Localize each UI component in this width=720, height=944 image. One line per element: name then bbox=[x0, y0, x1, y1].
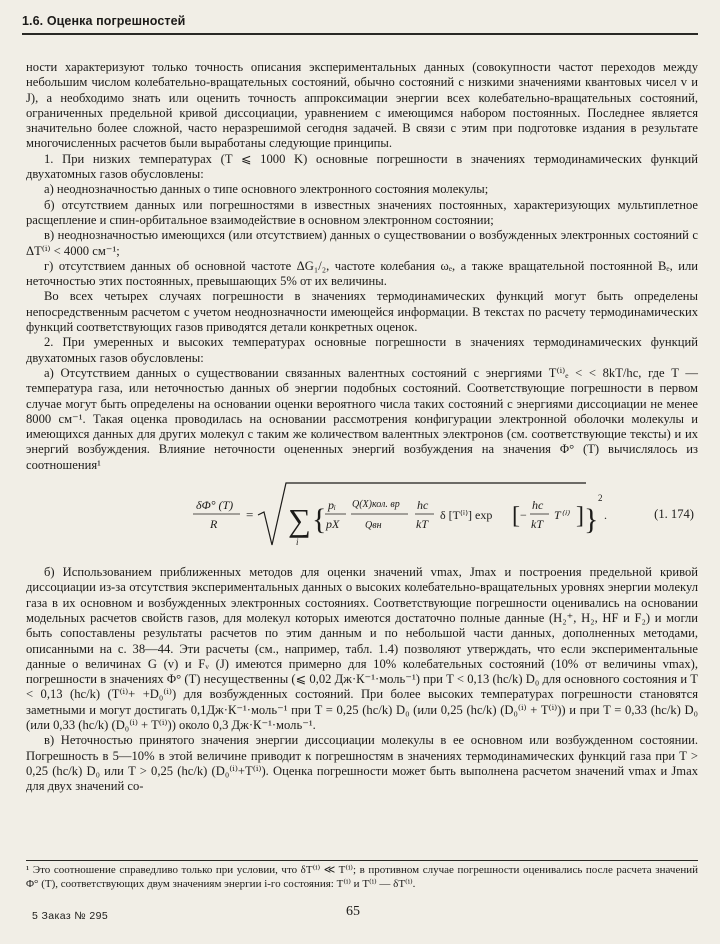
paragraph: ности характеризуют только точность описания экспериментальных данных (совокупности частот переходов между небольшим числом колебательно-вращательных состояний, обычно состояний с низкими значениями квантовых чисел v и J), а необходимо знать или оценить точность аппроксимации энергии всех колебательно-вращательных состояний, ограниченных предельной кривой диссоциации, уравнением с имеющимся набором постоянных. Последнее является значительно более сложной, часто неразрешимой сегодня задачей. В связи с этим при подготовке издания в результате многочисленных расчетов были выработаны следующие принципы. bbox=[26, 60, 698, 151]
exp-tail: T⁽ⁱ⁾ bbox=[554, 508, 569, 523]
fraction-exp-hc: hc bbox=[532, 498, 544, 513]
fraction-px: pX bbox=[326, 517, 340, 532]
footnote: ¹ Это соотношение справедливо только при условии, что δT⁽ⁱ⁾ ≪ T⁽ⁱ⁾; в противном случае погрешности оценивались после расчета значений Φ° (T), соответствующих двум значениям энергии i-го состояния: T⁽ⁱ⁾ и T⁽ⁱ⁾ — δT⁽ⁱ⁾. bbox=[26, 864, 698, 890]
equals-sign: = bbox=[246, 507, 254, 523]
paragraph: а) неоднозначностью данных о типе основного электронного состояния молекулы; bbox=[44, 182, 489, 197]
paragraph: Во всех четырех случаях погрешности в значениях термодинамических функций могут быть определены непосредственным расчетом с учетом неоднозначности имеющейся информации. В текстах по расчету термодинамических функций соответствующих газов приводятся детали конкретных оценок. bbox=[26, 289, 698, 335]
page-number: 65 bbox=[346, 904, 360, 919]
running-head: 1.6. Оценка погрешностей bbox=[22, 14, 186, 28]
fraction-q-num: Q(X)кол. вр bbox=[352, 499, 400, 511]
fraction-q-den: Qвн bbox=[365, 520, 382, 532]
sum-index: i bbox=[296, 537, 299, 548]
body-text bbox=[26, 60, 698, 794]
paragraph: б) Использованием приближенных методов для оценки значений vmax, Jmax и построения предельной кривой диссоциации из-за отсутствия экспериментальных данных о высоких колебательно-вращательных уровнях энергии молекул газа в их основном и возбужденных электронных состояниях. Соответствующие погрешности оценивались на основании модельных расчетов свойств газов, для молекул которых имеются достаточно полные данные (H₂⁺, H₂, HF и F₂) и могли быть сопоставлены результаты расчетов по этим данным и по небольшой части данных, дополненных методами, описанными на с. 38—44. Эти расчеты (см., например, табл. 1.4) позволяют утверждать, что если экспериментальные данные о величинах G (v) и Fᵥ (J) имеются примерно для 10% колебательных состояний (10% от величины vmax), погрешности в значениях Φ° (T) несущественны (⩽ 0,02 Дж·К⁻¹·моль⁻¹) при T < 0,13 (hc/k) D₀ для основного состояния и T < 0,13 (hc/k) (T⁽ⁱ⁾+ +D₀⁽ⁱ⁾) для возбужденных состояний. При более высоких температурах погрешности становятся заметными и могут достигать 0,1Дж·К⁻¹·моль⁻¹ при T = 0,25 (hc/k) D₀ (или 0,25 (hc/k) (D₀⁽ⁱ⁾ + T⁽ⁱ⁾)) и при T = 0,33 (hc/k) D₀ (или 0,33 (hc/k) (D₀⁽ⁱ⁾ + T⁽ⁱ⁾)) около 0,3 Дж·К⁻¹·моль⁻¹. bbox=[26, 565, 698, 732]
fraction-hc: hc bbox=[417, 498, 429, 513]
right-bracket: ] bbox=[576, 503, 584, 530]
left-brace: { bbox=[312, 503, 327, 537]
sum-sign: ∑ bbox=[288, 502, 311, 539]
equation-graphic bbox=[26, 479, 698, 557]
header-rule bbox=[22, 33, 698, 35]
paragraph: в) Неточностью принятого значения энергии диссоциации молекулы в ее основном или возбужденном состоянии. Погрешность в 5—10% в этой величине приводит к погрешностям в значениях термодинамических функций газа при T > 0,25 (hc/k) D₀ или T > 0,25 (hc/k) (D₀⁽ⁱ⁾+T⁽ⁱ⁾). Оценка погрешности может быть выполнена расчетом значений vmax и Jmax для двух значений со- bbox=[26, 733, 698, 794]
paragraph: а) Отсутствием данных о существовании связанных валентных состояний с энергиями T⁽ⁱ⁾ₑ < < 8kT/hc, где T — температура газа, или неточностью данных об энергии подобных состояний. Соответствующие погрешности в первом случае могут быть определены на основании оценки вероятного числа таких состояний с энергиями диссоциации не менее 8000 см⁻¹. Такая оценка проводилась на основании рассмотрения конфигурации электронной оболочки молекулы и имеющихся данных для других молекул с таким же количеством валентных электронов (см. соответствующие тексты) и их энергий возбуждения. Влияние неточности оцененных энергий возбуждения на значения Φ° (T) вычислялось из соотношения¹ bbox=[26, 365, 698, 472]
footnote-rule bbox=[26, 860, 698, 861]
paragraph: б) отсутствием данных или погрешностями в известных значениях постоянных, характеризующих мультиплетное расщепление и спин-орбитальное взаимодействие в основном электронном состоянии; bbox=[26, 197, 698, 227]
paragraph: в) неоднозначностью имеющихся (или отсутствием) данных о существовании о возбужденных электронных состояний с ΔT⁽ⁱ⁾ < 4000 см⁻¹; bbox=[26, 228, 698, 258]
print-order-note: 5 Заказ № 295 bbox=[32, 910, 109, 922]
paragraph: 2. При умеренных и высоких температурах основные погрешности в значениях термодинамических функций двухатомных газов обусловлены: bbox=[26, 335, 698, 365]
power-2: 2 bbox=[598, 493, 603, 504]
formula-period: . bbox=[604, 508, 607, 523]
equation-1-174 bbox=[26, 479, 698, 557]
fraction-pi: pᵢ bbox=[328, 498, 336, 513]
minus-sign: − bbox=[520, 508, 527, 523]
right-brace: } bbox=[584, 503, 599, 537]
lhs-numerator: δΦ° (T) bbox=[196, 498, 234, 513]
equation-number: (1. 174) bbox=[654, 507, 694, 522]
delta-t-exp: δ [T⁽ⁱ⁾] exp bbox=[440, 508, 493, 523]
paragraph: г) отсутствием данных об основной частоте ΔG₁/₂, частоте колебания ωₑ, а также вращательной постоянной Bₑ, или неточностью этих постоянных, превышающих 5% от их величины. bbox=[26, 258, 698, 289]
left-bracket: [ bbox=[512, 503, 520, 530]
fraction-exp-kt: kT bbox=[531, 517, 543, 532]
lhs-denominator: R bbox=[210, 517, 218, 532]
paragraph: 1. При низких температурах (T ⩽ 1000 K) основные погрешности в значениях термодинамических функций двухатомных газов обусловлены: bbox=[26, 151, 698, 182]
fraction-kt: kT bbox=[416, 517, 428, 532]
